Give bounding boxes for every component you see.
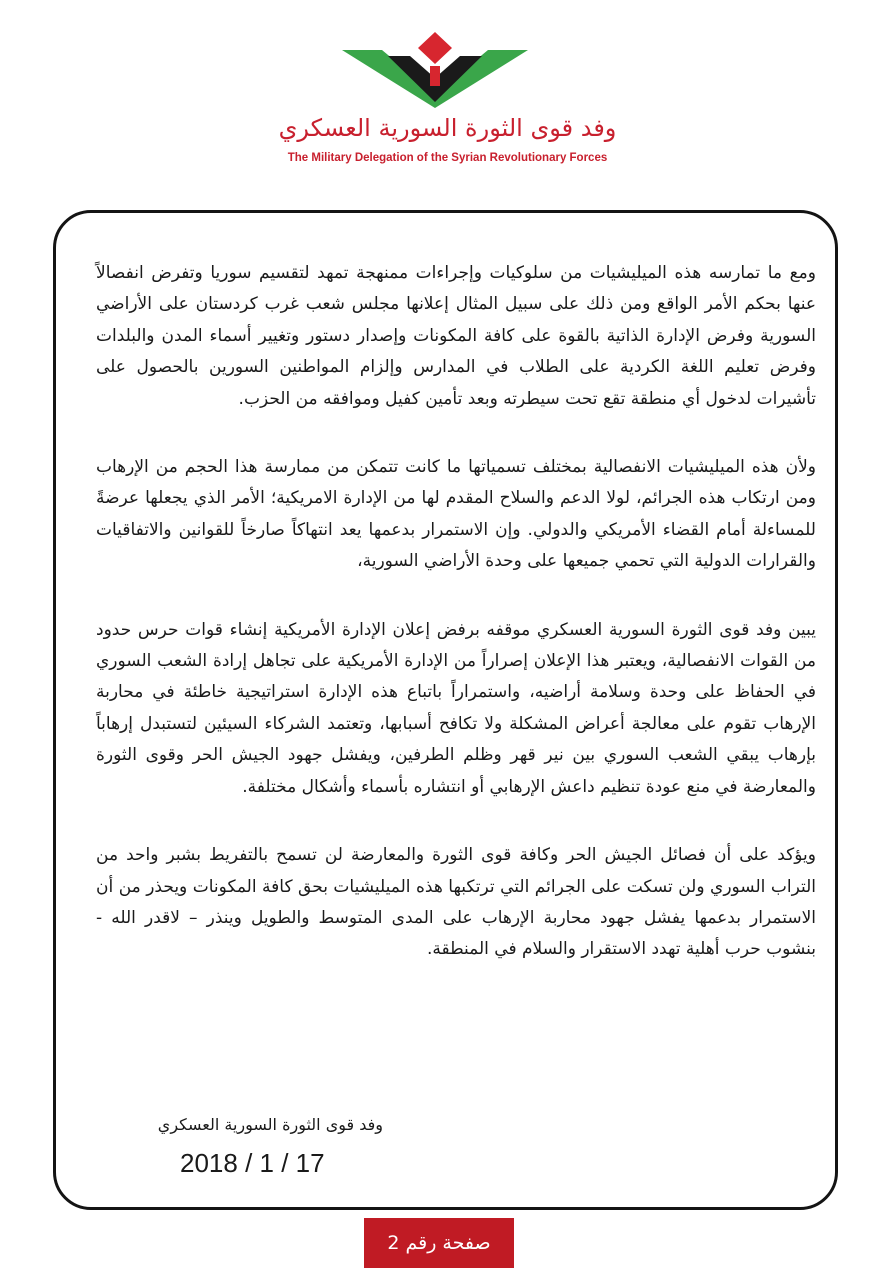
statement-body (96, 258, 816, 1003)
paragraph-3: يبين وفد قوى الثورة السورية العسكري موقفه برفض إعلان الإدارة الأمريكية إنشاء قوات حرس حدود من القوات الانفصالية، ويعتبر هذا الإعلان إصراراً من الإدارة الأمريكية على تجاهل إرادة الشعب السوري في الحفاظ على وحدة وسلامة أراضيه، واستمراراً باتباع هذه الإدارة استراتيجية خاطئة في محاربة الإرهاب تقوم على معالجة أعراض المشكلة ولا تكافح أسبابها، وتعتمد الشركاء السيئين لتستبدل إرهاباً بإرهاب يبقي الشعب السوري بين نير قهر وظلم الطرفين، ويفشل جهود الجيش الحر وقوى الثورة والمعارضة في منع عودة تنظيم داعش الإرهابي أو انتشاره بأسماء وأشكال مختلفة. (96, 619, 816, 797)
logo-red-bar (430, 66, 440, 86)
paragraph-4: ويؤكد على أن فصائل الجيش الحر وكافة قوى الثورة والمعارضة لن تسمح بالتفريط بشبر واحد من التراب السوري ولن تسكت على الجرائم التي ترتكبها هذه الميليشيات بحق كافة المكونات ويحذر من أن الاستمرار بدعمها يفشل جهود محاربة الإرهاب على المدى المتوسط والطويل وينذر – لاقدر الله - بنشوب حرب أهلية تهدد الاستقرار والسلام في المنطقة. (96, 845, 816, 960)
org-name-arabic: وفد قوى الثورة السورية العسكري (278, 114, 617, 142)
org-name-english: The Military Delegation of the Syrian Revolutionary Forces (287, 152, 608, 164)
paragraph-1: ومع ما تمارسه هذه الميليشيات من سلوكيات وإجراءات ممنهجة تمهد لتقسيم سوريا وتفرض انفصالاً عنها بحكم الأمر الواقع ومن ذلك على سبيل المثال إعلانها مجلس شعب غرب كردستان على الأراضي السورية وفرض الإدارة الذاتية بالقوة على كافة المكونات وإصدار دستور وتغيير أسماء المدن والبلدات وفرض تعليم اللغة الكردية على الطلاب في المدارس وإلزام المواطنين السورين بالحصول على تأشيرات لدخول أي منطقة تقع تحت سيطرته وبعد تأمين كفيل وموافقه من الحزب. (96, 263, 816, 409)
logo-red-diamond (418, 32, 452, 64)
signature: وفد قوى الثورة السورية العسكري (157, 1115, 383, 1134)
page-number-label: صفحة رقم 2 (364, 1218, 514, 1268)
delegation-logo (340, 28, 530, 112)
paragraph-2: ولأن هذه الميليشيات الانفصالية بمختلف تسمياتها ما كانت تتمكن من ممارسة هذا الحجم من الإرهاب ومن ارتكاب هذه الجرائم، لولا الدعم والسلاح المقدم لها من الإدارة الامريكية؛ الأمر الذي يجعلها عرضةً للمساءلة أمام القضاء الأمريكي والدولي. وإن الاستمرار بدعمها يعد انتهاكاً صارخاً للقوانين والاتفاقيات والقرارات الدولية التي تحمي جميعها على وحدة الأراضي السورية، (96, 457, 816, 572)
statement-date: 2018 / 1 / 17 (180, 1148, 325, 1178)
